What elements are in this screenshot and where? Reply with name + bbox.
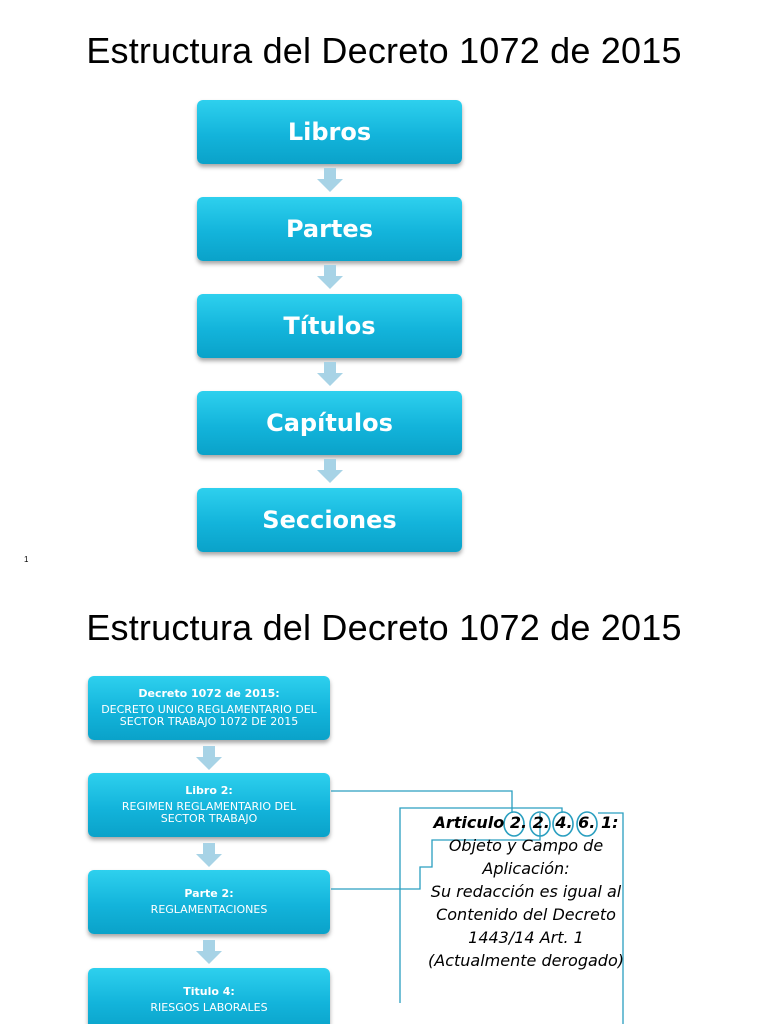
box-heading: Titulo 4: (183, 985, 235, 998)
box-text: REGLAMENTACIONES (150, 903, 268, 916)
box-partes: Partes (197, 197, 462, 261)
box-heading: Decreto 1072 de 2015: (138, 687, 280, 700)
article-line: Objeto y Campo de (448, 836, 604, 855)
arrow-down-icon (317, 265, 343, 289)
slide-title: Estructura del Decreto 1072 de 2015 (86, 607, 682, 648)
box-secciones: Secciones (197, 488, 462, 552)
box-titulos: Títulos (197, 294, 462, 358)
article-heading: Articulo 2. 2. 4. 6. 1: (433, 813, 619, 832)
box-text: DECRETO UNICO REGLAMENTARIO DEL SECTOR TRABAJO 1072 DE 2015 (101, 703, 317, 728)
article-line: Contenido del Decreto (436, 905, 616, 924)
box-heading: Parte 2: (184, 887, 234, 900)
article-line: Su redacción es igual al (430, 882, 622, 901)
box-heading: Libro 2: (185, 784, 233, 797)
page-number: 1 (24, 555, 29, 564)
slide-2 (0, 585, 768, 1024)
slide-title: Estructura del Decreto 1072 de 2015 (86, 30, 682, 71)
article-line: (Actualmente derogado) (428, 951, 624, 970)
article-line: Aplicación: (482, 859, 570, 878)
box-text: REGIMEN REGLAMENTARIO DEL SECTOR TRABAJO (121, 800, 297, 825)
arrow-down-icon (317, 168, 343, 192)
article-note (412, 811, 640, 972)
connector-lines (0, 585, 768, 1024)
arrow-down-icon (317, 362, 343, 386)
article-line: 1443/14 Art. 1 (468, 928, 584, 947)
arrow-down-icon (317, 459, 343, 483)
box-text: RIESGOS LABORALES (150, 1001, 268, 1014)
box-capitulos: Capítulos (197, 391, 462, 455)
box-libros: Libros (197, 100, 462, 164)
